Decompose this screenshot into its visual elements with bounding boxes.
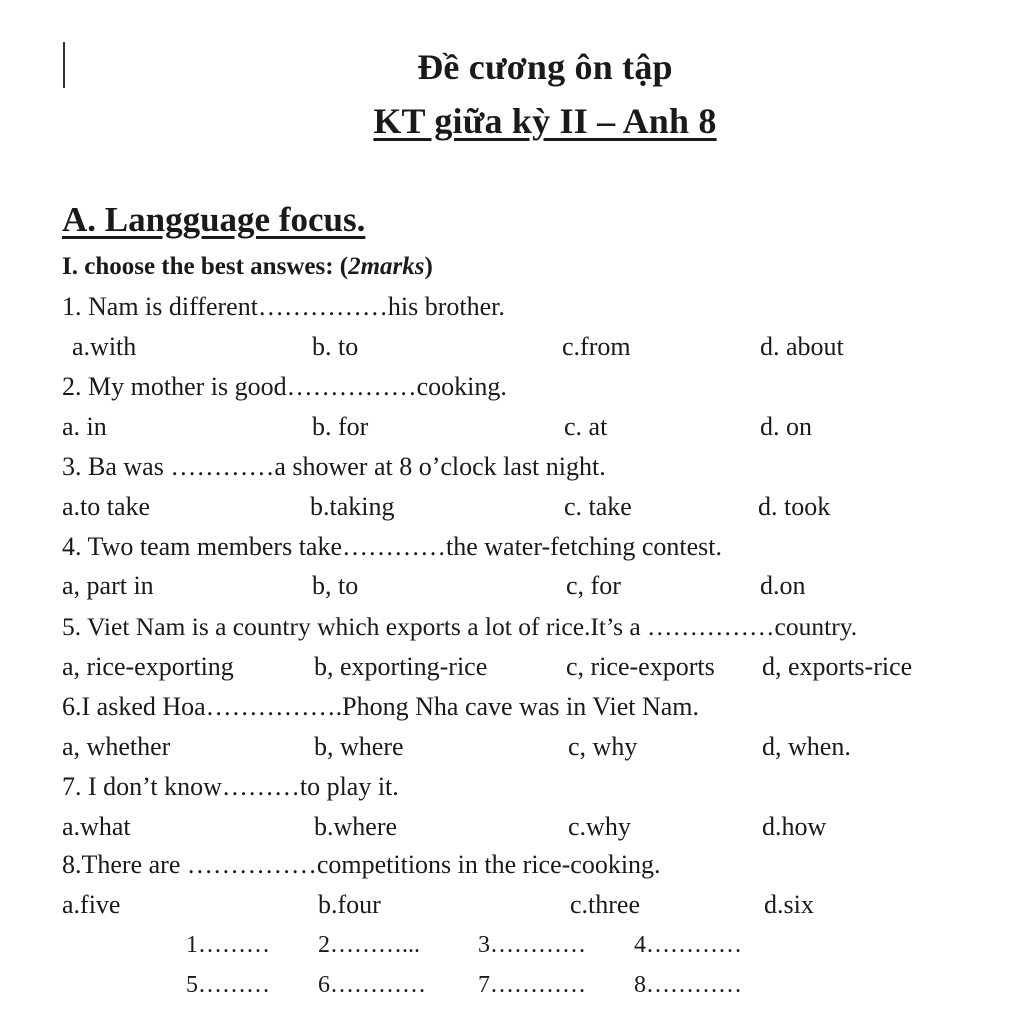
answer-blank-8: 8………… (634, 972, 742, 998)
q5-option-d: d, exports-rice (762, 652, 913, 681)
q6-option-d: d, when. (762, 732, 851, 761)
page-title: Đề cương ôn tập (417, 47, 673, 87)
question-6: 6.I asked Hoa…………….Phong Nha cave was in Viet Nam. (62, 692, 699, 721)
answer-blank-4: 4………… (634, 932, 742, 958)
q8-option-c: c.three (570, 890, 641, 919)
q3-option-b: b.taking (310, 492, 395, 521)
page-subtitle: KT giữa kỳ II – Anh 8 (373, 101, 717, 141)
q2-option-d: d. on (760, 412, 812, 441)
section-heading: A. Langguage focus. (62, 200, 366, 239)
q1-option-a: a.with (72, 332, 137, 361)
question-3: 3. Ba was …………a shower at 8 o’clock last night. (62, 452, 606, 481)
question-4: 4. Two team members take…………the water-fetching contest. (62, 532, 722, 561)
q2-option-b: b. for (312, 412, 369, 441)
answer-blank-5: 5……… (186, 972, 270, 998)
q1-option-b: b. to (312, 332, 359, 361)
q1-option-c: c.from (562, 332, 631, 361)
q7-option-d: d.how (762, 812, 827, 841)
q1-option-d: d. about (760, 332, 844, 361)
question-2: 2. My mother is good……………cooking. (62, 372, 507, 401)
q6-option-a: a, whether (62, 732, 171, 761)
question-5: 5. Viet Nam is a country which exports a lot of rice.It’s a ……………country. (62, 612, 858, 641)
q8-option-a: a.five (62, 890, 121, 919)
q8-option-b: b.four (318, 890, 381, 919)
answer-blank-2: 2………... (318, 932, 420, 958)
instruction-text: I. choose the best answes: ( (62, 253, 349, 280)
answer-blank-7: 7………… (478, 972, 586, 998)
q7-option-c: c.why (568, 812, 631, 841)
answer-blank-3: 3………… (478, 932, 586, 958)
q8-option-d: d.six (764, 890, 814, 919)
question-8: 8.There are ……………competitions in the rice-cooking. (62, 850, 661, 879)
answer-blank-1: 1……… (186, 932, 270, 958)
q7-option-b: b.where (314, 812, 398, 841)
instruction-marks: 2marks (348, 253, 425, 280)
q3-option-c: c. take (564, 492, 632, 521)
q4-option-d: d.on (760, 571, 806, 600)
q3-option-a: a.to take (62, 492, 151, 521)
q3-option-d: d. took (758, 492, 831, 521)
q2-option-c: c. at (564, 412, 608, 441)
q5-option-b: b, exporting-rice (314, 652, 488, 681)
q5-option-a: a, rice-exporting (62, 652, 234, 681)
question-7: 7. I don’t know………to play it. (62, 772, 399, 801)
instruction-close: ) (424, 253, 433, 280)
q4-option-b: b, to (312, 571, 359, 600)
q6-option-c: c, why (568, 732, 638, 761)
q4-option-a: a, part in (62, 571, 154, 600)
q2-option-a: a. in (62, 412, 107, 441)
q6-option-b: b, where (314, 732, 404, 761)
question-1: 1. Nam is different……………his brother. (62, 292, 505, 321)
instruction (62, 253, 433, 281)
q7-option-a: a.what (62, 812, 131, 841)
answer-blank-6: 6………… (318, 972, 426, 998)
q5-option-c: c, rice-exports (566, 652, 715, 681)
q4-option-c: c, for (566, 571, 621, 600)
